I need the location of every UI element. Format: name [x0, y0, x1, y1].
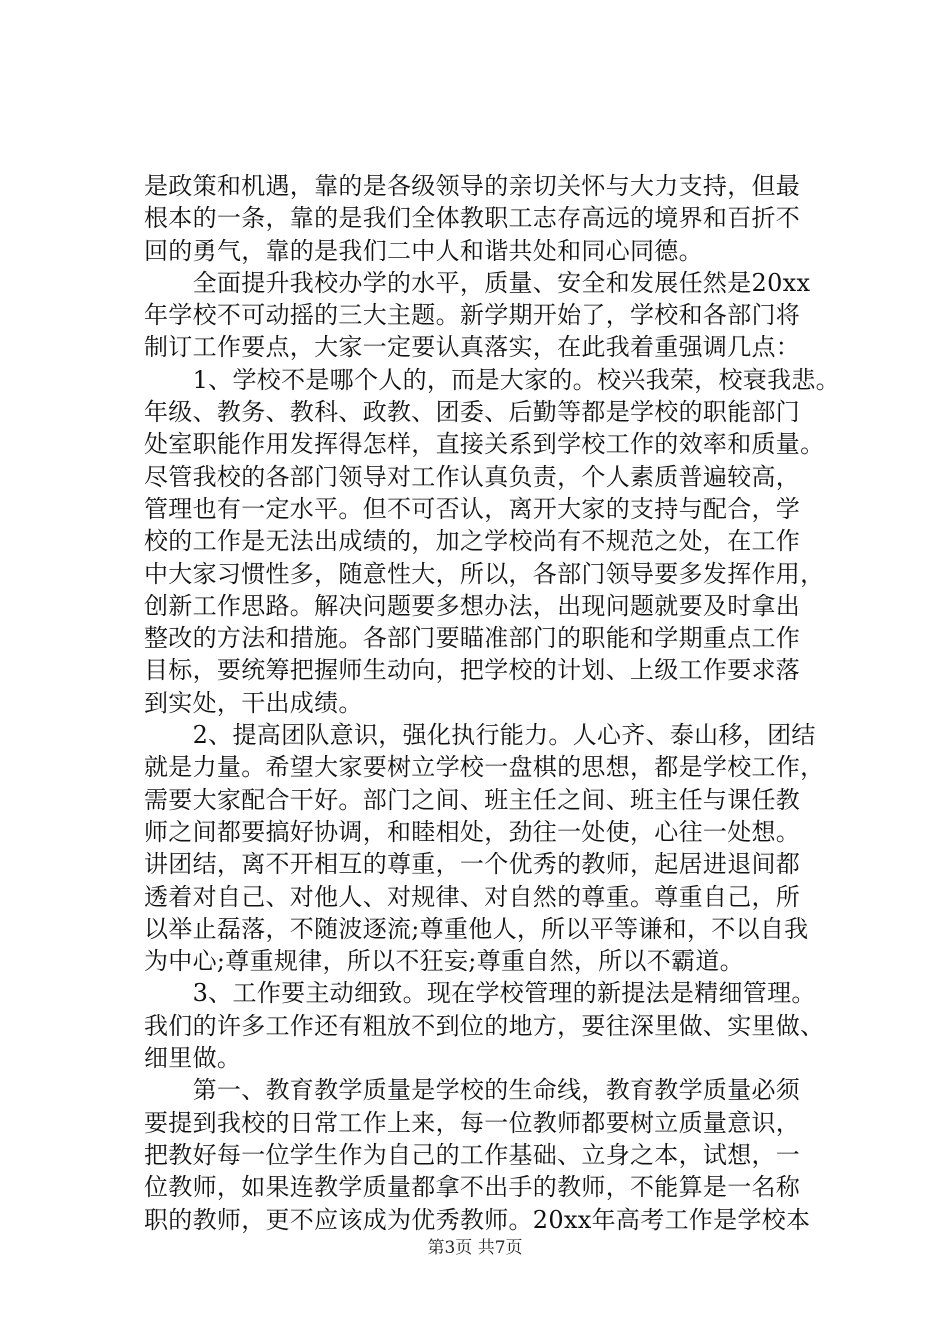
text-line: 职的教师，更不应该成为优秀教师。20xx年高考工作是学校本 [144, 1205, 811, 1234]
text-line: 整改的方法和措施。各部门要瞄准部门的职能和学期重点工作 [144, 624, 801, 653]
text-line: 需要大家配合干好。部门之间、班主任之间、班主任与课任教 [144, 785, 801, 814]
text-line: 师之间都要搞好协调，和睦相处，劲往一处使，心往一处想。 [144, 817, 801, 846]
body-text [144, 170, 844, 1236]
text-line: 尽管我校的各部门领导对工作认真负责，个人素质普遍较高， [144, 462, 801, 491]
text-line: 中大家习惯性多，随意性大，所以，各部门领导要多发挥作用， [144, 559, 825, 588]
text-line: 目标，要统筹把握师生动向，把学校的计划、上级工作要求落 [144, 656, 801, 685]
page-footer: 第3页 共7页 [427, 1238, 523, 1258]
text-line: 制订工作要点，大家一定要认真落实，在此我着重强调几点： [144, 333, 801, 362]
text-line: 第一、教育教学质量是学校的生命线，教育教学质量必须 [144, 1076, 801, 1105]
text-line: 校的工作是无法出成绩的，加之学校尚有不规范之处，在工作 [144, 527, 801, 556]
text-line: 1、学校不是哪个人的，而是大家的。校兴我荣，校衰我悲。 [144, 365, 840, 394]
text-line: 到实处，干出成绩。 [144, 688, 363, 717]
text-line: 是政策和机遇，靠的是各级领导的亲切关怀与大力支持，但最 [144, 172, 801, 200]
text-line: 全面提升我校办学的水平，质量、安全和发展任然是20xx [144, 268, 811, 297]
text-line: 透着对自己、对他人、对规律、对自然的尊重。尊重自己，所 [144, 882, 801, 911]
text-line: 就是力量。希望大家要树立学校一盘棋的思想，都是学校工作， [144, 753, 825, 782]
text-line: 要提到我校的日常工作上来，每一位教师都要树立质量意识， [144, 1108, 801, 1137]
text-line: 回的勇气，靠的是我们二中人和谐共处和同心同德。 [144, 236, 703, 265]
text-line: 位教师，如果连教学质量都拿不出手的教师，不能算是一名称 [144, 1173, 801, 1202]
text-line: 把教好每一位学生作为自己的工作基础、立身之本，试想，一 [144, 1140, 801, 1169]
text-line: 处室职能作用发挥得怎样，直接关系到学校工作的效率和质量。 [144, 430, 825, 459]
text-line: 2、提高团队意识，强化执行能力。人心齐、泰山移，团结 [144, 721, 816, 750]
text-line: 我们的许多工作还有粗放不到位的地方，要往深里做、实里做、 [144, 1011, 825, 1040]
text-line: 创新工作思路。解决问题要多想办法，出现问题就要及时拿出 [144, 591, 801, 620]
text-line: 讲团结，离不开相互的尊重，一个优秀的教师，起居进退间都 [144, 850, 801, 879]
text-line: 以举止磊落，不随波逐流;尊重他人，所以平等谦和，不以自我 [144, 914, 809, 943]
text-line: 根本的一条，靠的是我们全体教职工志存高远的境界和百折不 [144, 204, 801, 233]
text-line: 年级、教务、教科、政教、团委、后勤等都是学校的职能部门 [144, 398, 801, 427]
text-line: 年学校不可动摇的三大主题。新学期开始了，学校和各部门将 [144, 301, 801, 330]
text-line: 为中心;尊重规律，所以不狂妄;尊重自然，所以不霸道。 [144, 947, 744, 976]
text-line: 细里做。 [144, 1044, 242, 1073]
text-line: 3、工作要主动细致。现在学校管理的新提法是精细管理。 [144, 979, 816, 1008]
text-line: 管理也有一定水平。但不可否认，离开大家的支持与配合，学 [144, 494, 801, 523]
